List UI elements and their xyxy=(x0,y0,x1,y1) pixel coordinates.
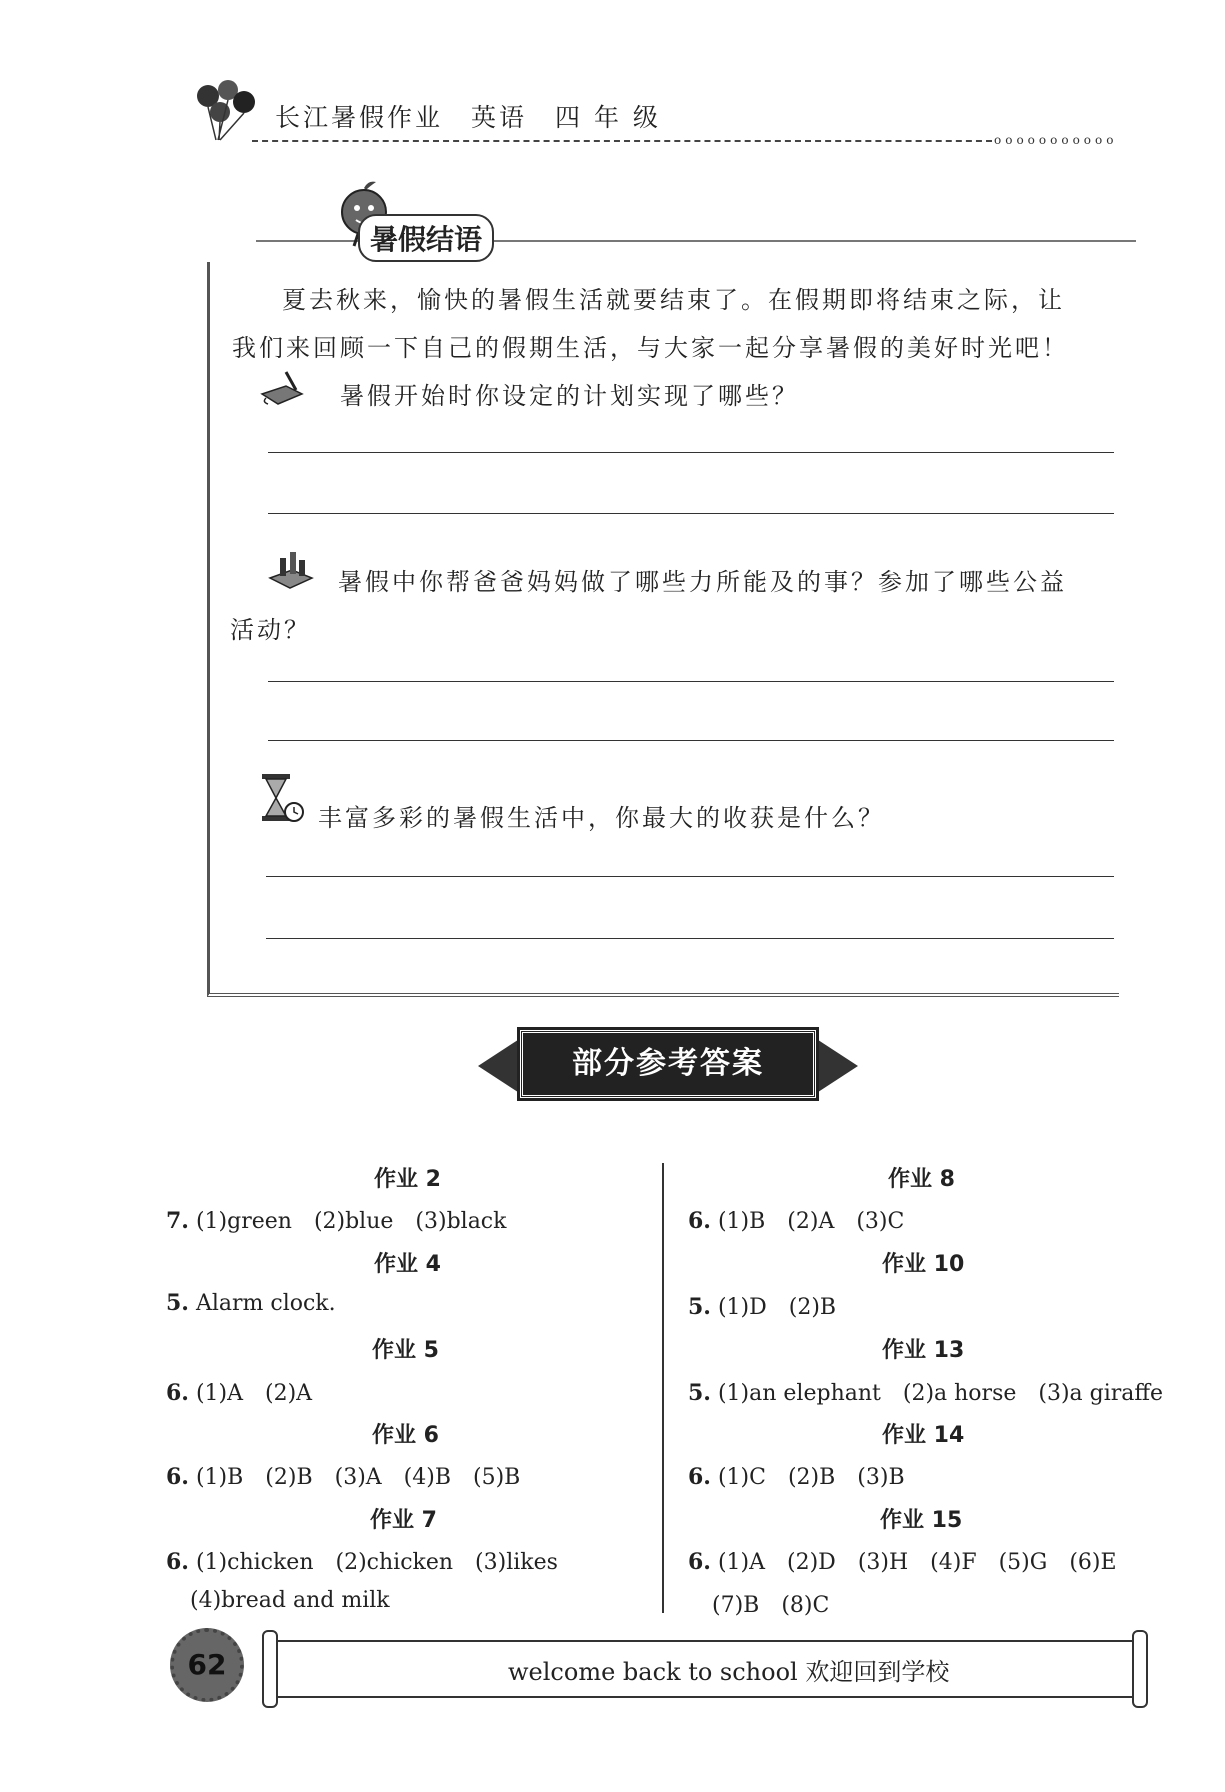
summary-intro-line2: 我们来回顾一下自己的假期生活，与大家一起分享暑假的美好时光吧！ xyxy=(232,334,1069,362)
answer-line xyxy=(688,1376,1163,1407)
answer-number: 6. xyxy=(688,1208,711,1234)
answer-text: (1)A (2)A xyxy=(195,1381,313,1406)
answer-line xyxy=(166,1545,558,1576)
answer-number: 6. xyxy=(166,1380,189,1406)
hw-title: 作业 7 xyxy=(370,1508,437,1533)
answer-line xyxy=(268,513,1114,514)
footer-text: welcome back to school 欢迎回到学校 xyxy=(508,1658,950,1686)
header-divider xyxy=(252,140,992,142)
answer-line xyxy=(268,740,1114,741)
answer-text: (1)an elephant (2)a horse (3)a giraffe xyxy=(717,1381,1164,1406)
summary-box xyxy=(207,262,1119,997)
header-dots: ooooooooooo xyxy=(994,133,1118,147)
answer-text: (1)B (2)B (3)A (4)B (5)B xyxy=(195,1465,521,1490)
hw-title: 作业 8 xyxy=(888,1167,955,1192)
answer-number: 6. xyxy=(688,1464,711,1490)
hw-title: 作业 13 xyxy=(882,1338,965,1363)
hourglass-icon xyxy=(256,770,306,826)
answer-number: 6. xyxy=(166,1549,189,1575)
answer-line xyxy=(688,1460,905,1491)
banner-tail-left xyxy=(478,1036,524,1096)
page-number-badge: 62 xyxy=(170,1628,244,1702)
answer-number: 6. xyxy=(166,1464,189,1490)
summary-title: 暑假结语 xyxy=(358,214,494,262)
answer-text: (4)bread and milk xyxy=(190,1588,390,1613)
answer-line xyxy=(268,681,1114,682)
answer-number: 6. xyxy=(688,1549,711,1575)
answer-number: 5. xyxy=(688,1294,711,1320)
answer-line xyxy=(268,452,1114,453)
answer-number: 5. xyxy=(166,1290,189,1316)
hw-title: 作业 5 xyxy=(372,1338,439,1363)
answer-number: 7. xyxy=(166,1208,189,1234)
hw-title: 作业 10 xyxy=(882,1252,965,1277)
hw-title: 作业 4 xyxy=(374,1252,441,1277)
answer-line xyxy=(190,1588,390,1613)
column-divider xyxy=(662,1163,664,1613)
answer-line xyxy=(166,1376,312,1407)
hw-title: 作业 6 xyxy=(372,1423,439,1448)
answer-line xyxy=(712,1588,829,1619)
answer-line xyxy=(266,938,1114,939)
answer-line xyxy=(688,1545,1117,1576)
answer-text: (1)A (2)D (3)H (4)F (5)G (6)E xyxy=(717,1550,1117,1575)
answer-text: (1)chicken (2)chicken (3)likes xyxy=(195,1550,558,1575)
question-1: 暑假开始时你设定的计划实现了哪些？ xyxy=(340,382,799,410)
answer-text: (1)green (2)blue (3)black xyxy=(195,1209,507,1234)
answer-text: (1)D (2)B xyxy=(717,1295,837,1320)
header-title: 长江暑假作业 英语 四 年 级 xyxy=(275,103,661,132)
answers-banner: 部分参考答案 xyxy=(520,1030,816,1098)
hw-title: 作业 15 xyxy=(880,1508,963,1533)
hw-title: 作业 2 xyxy=(374,1167,441,1192)
building-blocks-icon xyxy=(266,548,316,590)
banner-tail-right xyxy=(812,1036,858,1096)
answer-line xyxy=(166,1290,336,1316)
answer-text: Alarm clock. xyxy=(195,1291,336,1316)
summary-intro-line1: 夏去秋来，愉快的暑假生活就要结束了。在假期即将结束之际，让 xyxy=(282,286,1065,314)
balloons-icon xyxy=(192,78,262,148)
scroll-end-right xyxy=(1132,1630,1148,1708)
answer-line xyxy=(166,1460,520,1491)
answer-text: (1)B (2)A (3)C xyxy=(717,1209,905,1234)
hw-title: 作业 14 xyxy=(882,1423,965,1448)
question-2-line2: 活动？ xyxy=(230,616,311,644)
scroll-end-left xyxy=(262,1630,278,1708)
answer-line xyxy=(166,1204,506,1235)
book-pen-icon xyxy=(258,368,308,408)
question-2-line1: 暑假中你帮爸爸妈妈做了哪些力所能及的事？参加了哪些公益 xyxy=(338,568,1067,596)
answer-line xyxy=(688,1290,836,1321)
answer-line xyxy=(266,876,1114,877)
answer-text: (1)C (2)B (3)B xyxy=(717,1465,905,1490)
answer-number: 5. xyxy=(688,1380,711,1406)
question-3: 丰富多彩的暑假生活中，你最大的收获是什么？ xyxy=(318,804,885,832)
answer-text: (7)B (8)C xyxy=(712,1593,830,1618)
answer-line xyxy=(688,1204,904,1235)
